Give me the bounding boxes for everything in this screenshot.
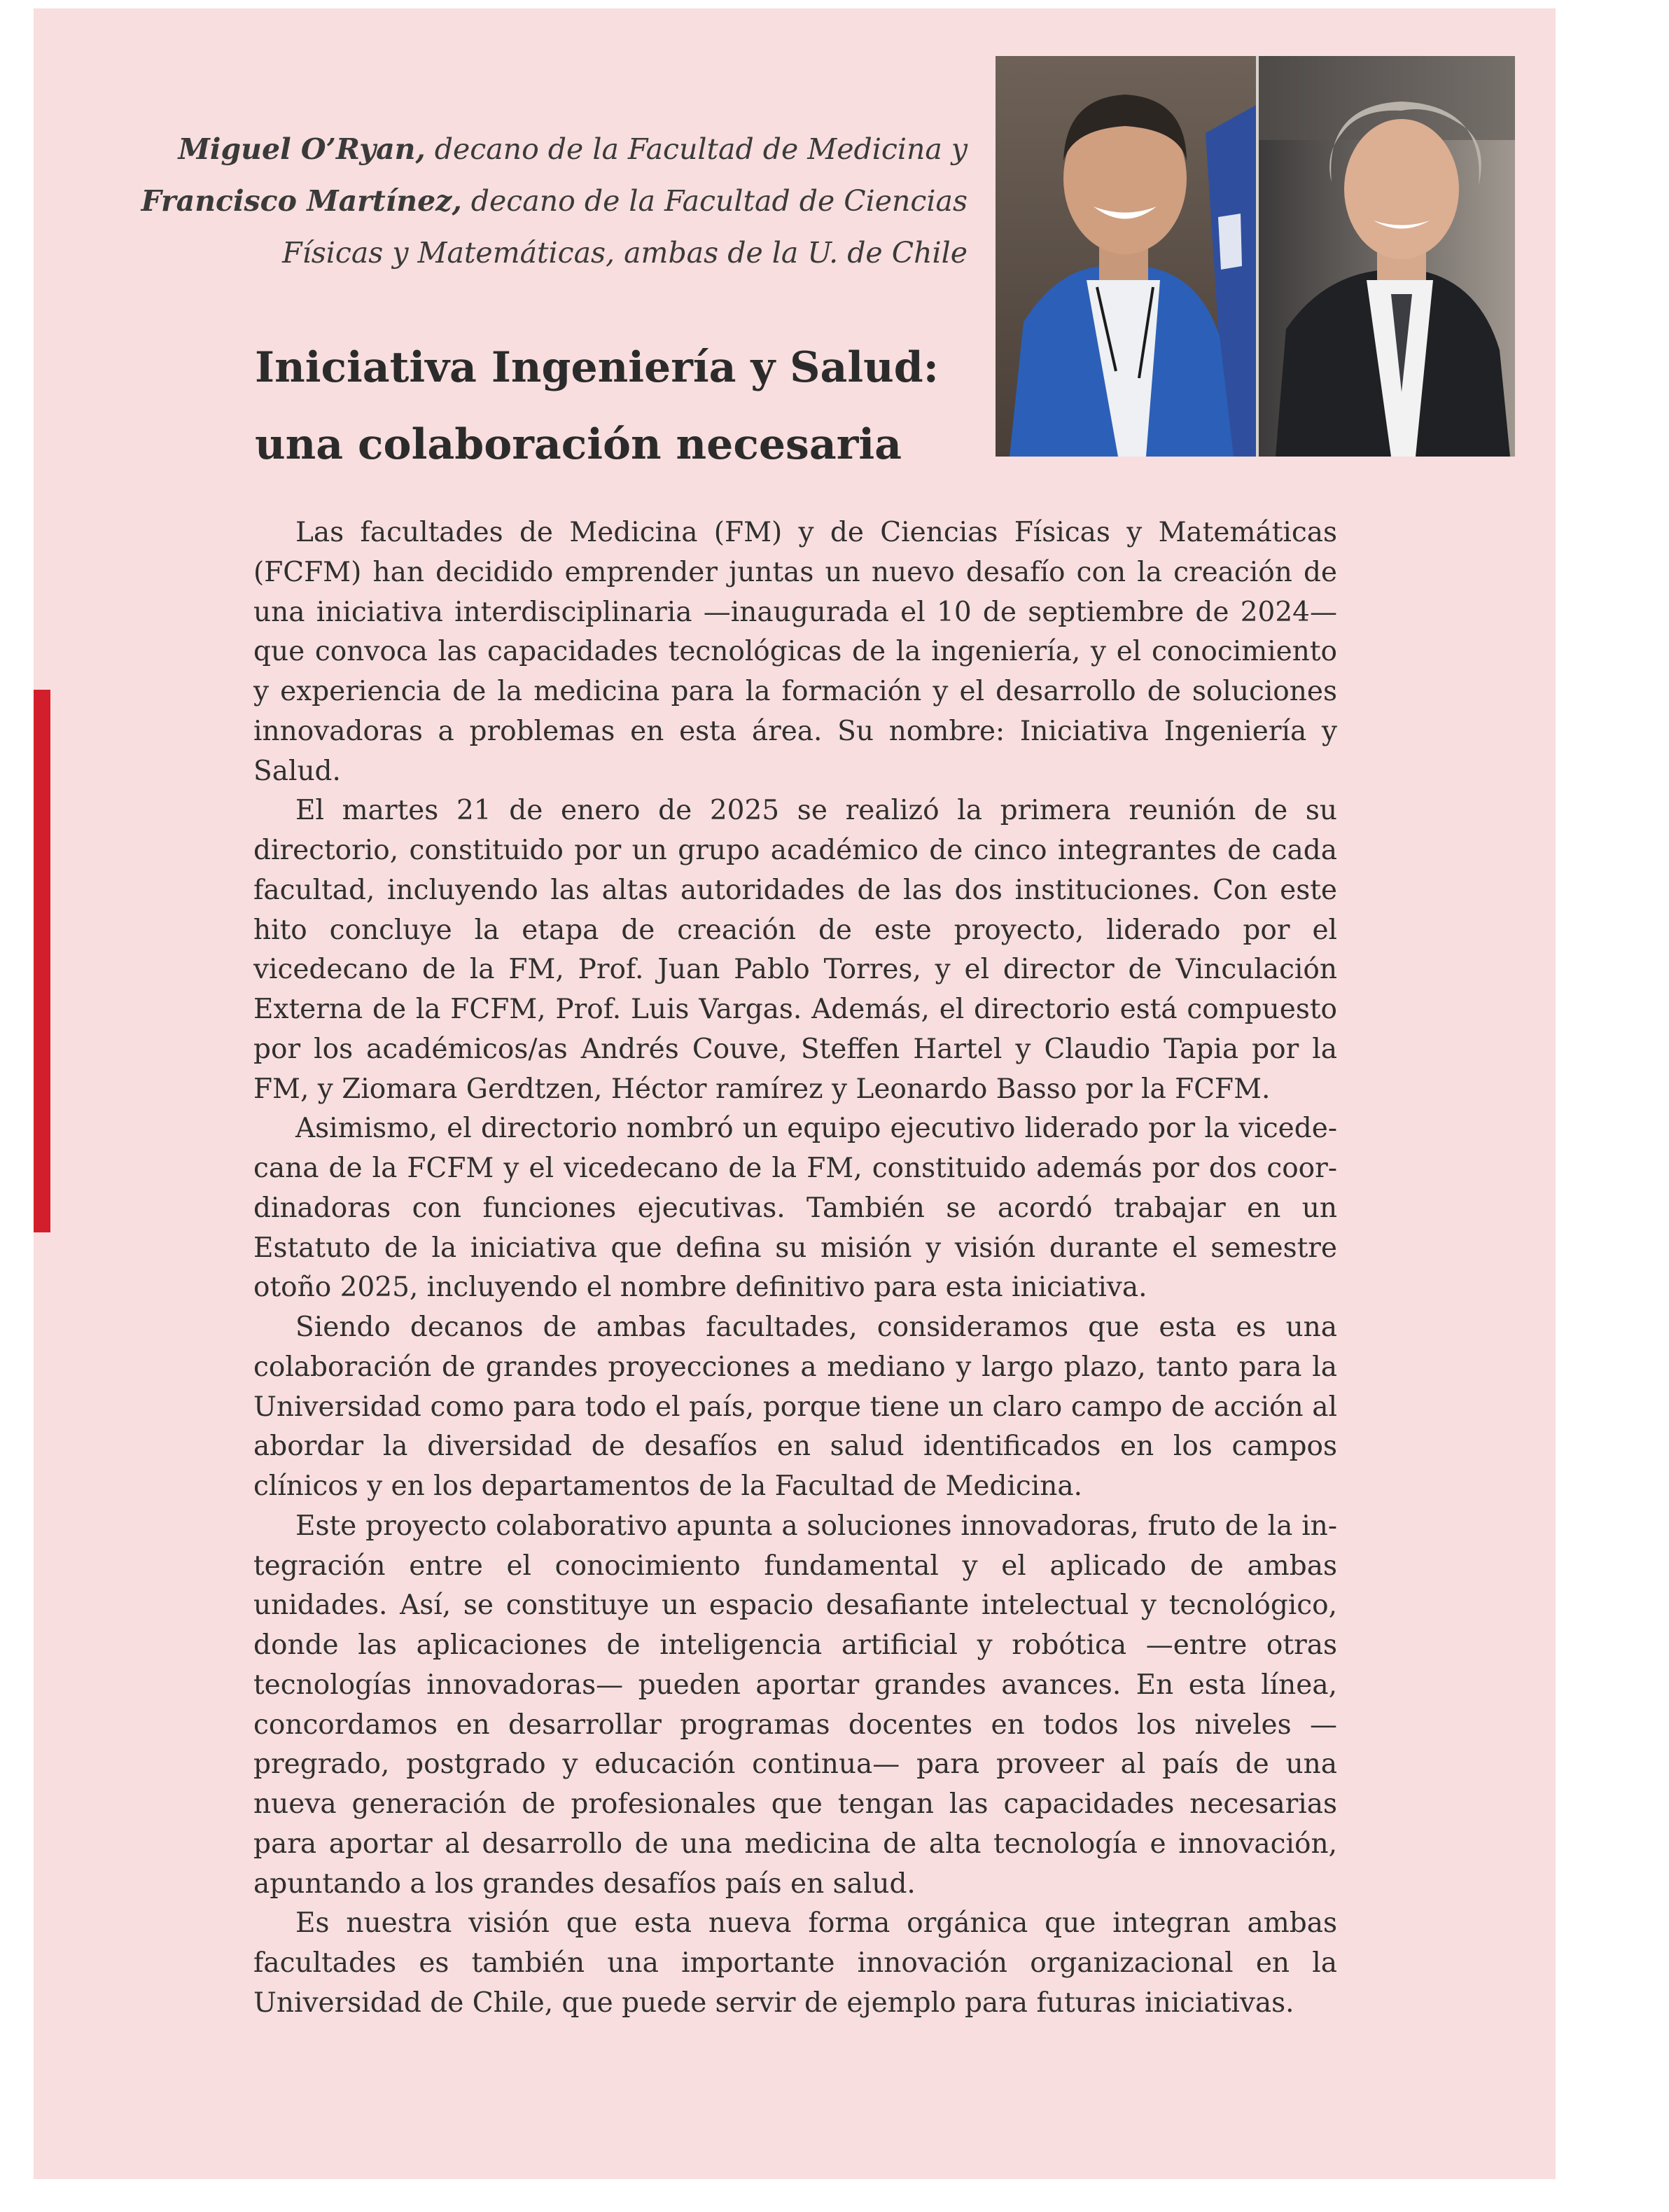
article-paragraph: Las facultades de Medicina (FM) y de Ciencias Físicas y Matemáticas (FCFM) han decidido emprender juntas un nuevo desafío con la creación de una iniciativa interdisciplinaria —inaugurada el 10 de septiembre de 2024— que convoca las capacidades tecnológicas de la ingeniería, y el conocimiento y experiencia de la medicina para la formación y el desarrollo de soluciones innovadoras a problemas en esta área. Su nombre: Iniciativa Ingeniería y Salud. xyxy=(253,517,1337,787)
author-role: decano de la Facultad de Medicina y xyxy=(425,132,968,166)
article-body xyxy=(253,513,1337,2024)
title-line: una colaboración necesaria xyxy=(255,420,902,469)
article-title xyxy=(255,329,939,483)
title-line: Iniciativa Ingeniería y Salud: xyxy=(255,343,939,392)
article-paragraph: Es nuestra visión que esta nueva forma orgánica que integran ambas facultades es también una importante innovación organizacional en la Universidad de Chile, que puede servir de ejemplo para futuras iniciativas. xyxy=(253,1907,1337,2019)
author-role: decano de la Facultad de Ciencias xyxy=(461,184,968,218)
authors-photo xyxy=(996,56,1515,457)
authors-photo-illustration xyxy=(996,56,1515,457)
article-paragraph: Este proyecto colaborativo apunta a soluciones innovadoras, fruto de la integración entre el conocimiento fundamental y el aplicado de ambas unidades. Así, se constituye un espacio desafiante intelectual y tecnológico, donde las aplicaciones de inteligencia artificial y robótica —entre otras tecnologías innovadoras— pueden aportar grandes avances. En esta línea, concordamos en desarrollar programas docentes en todos los niveles —pregrado, postgrado y educación continua— para proveer al país de una nueva generación de profesionales que tengan las capacidades necesarias para aportar al desarrollo de una medicina de alta tecnología e innovación, apuntando a los grandes desafíos país en salud. xyxy=(253,1510,1337,1900)
author-affiliation: Físicas y Matemáticas, ambas de la U. de Chile xyxy=(282,236,968,270)
author-name: Miguel O’Ryan, xyxy=(178,132,426,166)
article-paragraph: Asimismo, el directorio nombró un equipo ejecutivo liderado por la vicedecana de la FCFM y el vicedecano de la FM, constituido además por dos coordinadoras con funciones ejecutivas. También se acordó trabajar en un Estatuto de la iniciativa que defina su misión y visión durante el semestre otoño 2025, incluyendo el nombre definitivo para esta iniciativa. xyxy=(253,1113,1337,1304)
author-byline xyxy=(127,123,968,279)
author-name: Francisco Martínez, xyxy=(141,184,462,218)
accent-bar xyxy=(34,690,50,1232)
article-paragraph: Siendo decanos de ambas facultades, consideramos que esta es una colaboración de grandes proyecciones a mediano y largo plazo, tanto para la Universidad como para todo el país, porque tiene un claro campo de acción al abordar la diversidad de desafíos en salud identificados en los campos clínicos y en los departamentos de la Facultad de Medicina. xyxy=(253,1312,1337,1502)
article-paragraph: El martes 21 de enero de 2025 se realizó la primera reunión de su directorio, constituido por un grupo académico de cinco integrantes de cada facultad, incluyendo las altas autoridades de las dos instituciones. Con este hito concluye la etapa de creación de este proyecto, liderado por el vicedecano de la FM, Prof. Juan Pablo Torres, y el director de Vinculación Externa de la FCFM, Prof. Luis Vargas. Además, el directorio está compuesto por los académicos/as Andrés Couve, Steffen Hartel y Claudio Tapia por la FM, y Ziomara Gerdtzen, Héctor ramírez y Leonardo Basso por la FCFM. xyxy=(253,795,1337,1105)
